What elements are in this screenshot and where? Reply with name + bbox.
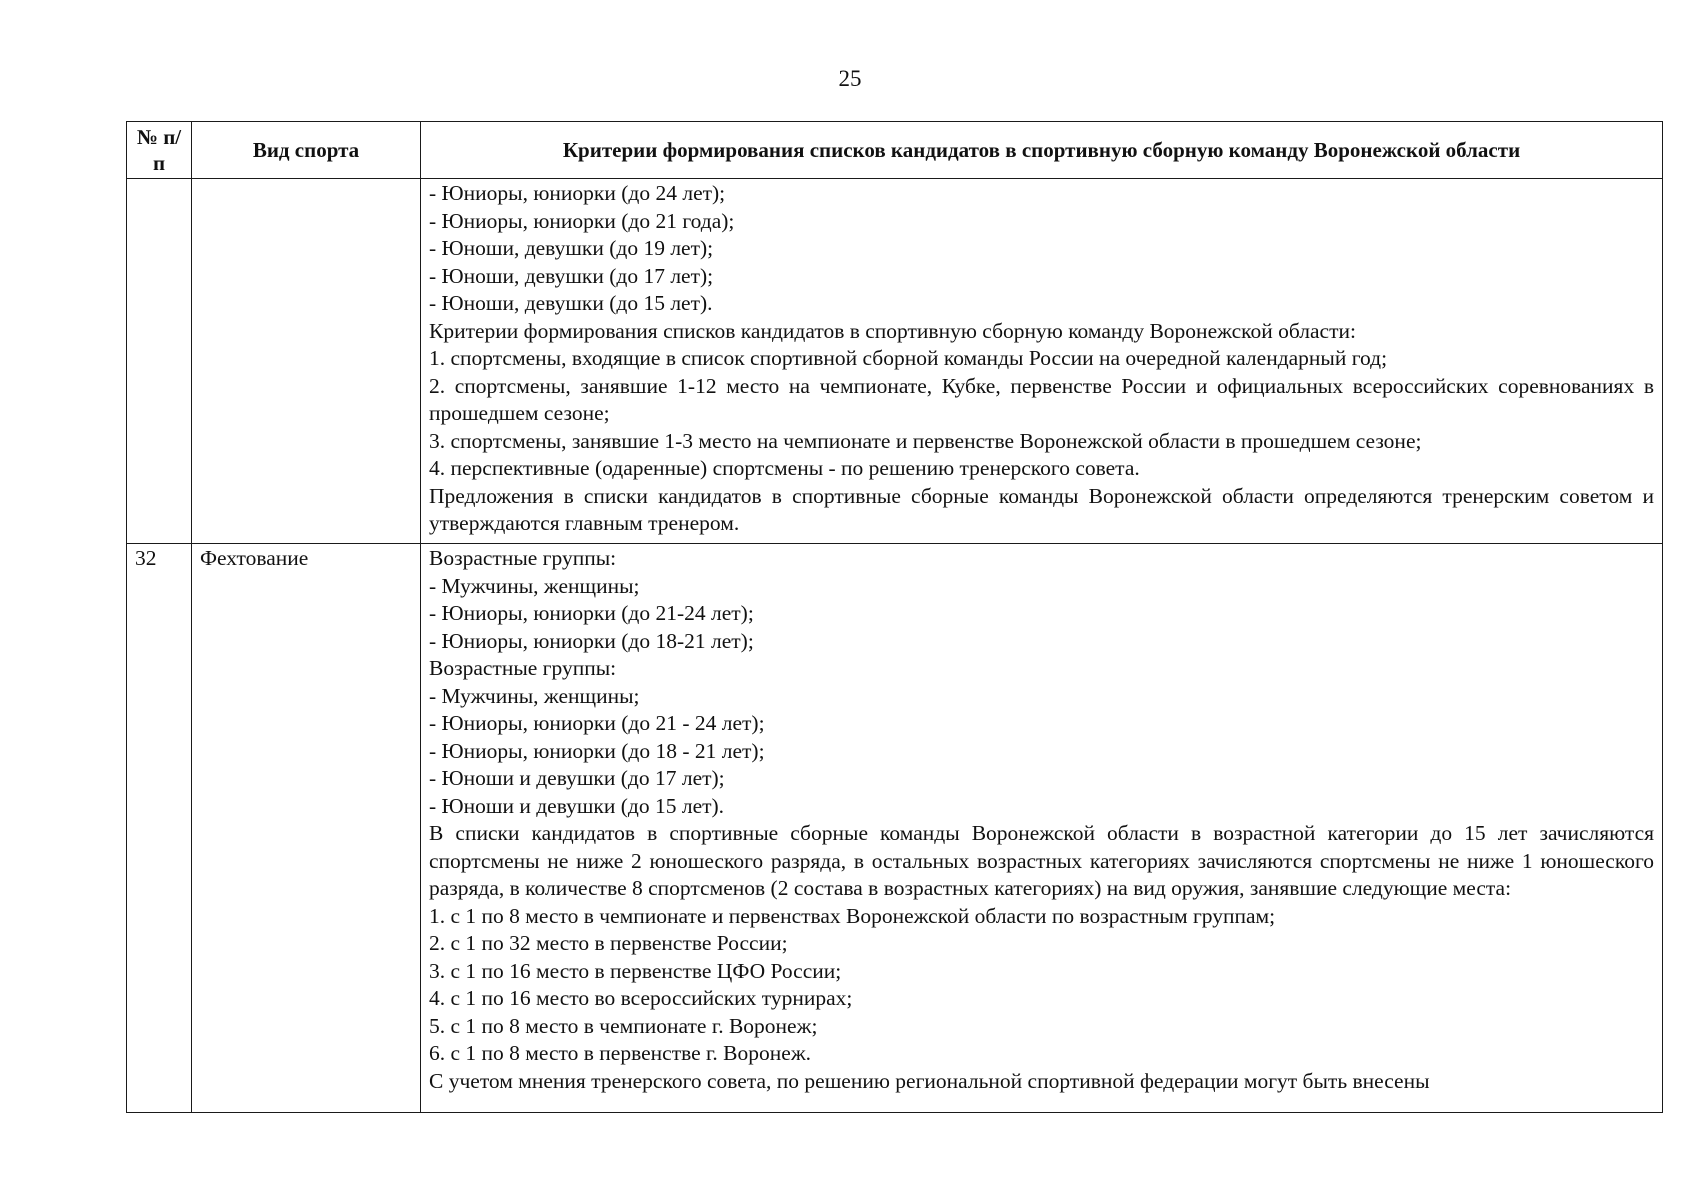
criteria-line: - Юниоры, юниорки (до 18 - 21 лет); — [429, 738, 765, 763]
criteria-line: 4. с 1 по 16 место во всероссийских турнирах; — [429, 986, 853, 1010]
row-criteria-cell — [421, 179, 1663, 544]
table-row — [127, 179, 1663, 544]
criteria-line: Возрастные группы: — [429, 656, 617, 680]
criteria-line: - Юноши и девушки (до 15 лет). — [429, 793, 725, 818]
table-header-row — [127, 122, 1663, 179]
criteria-line: - Мужчины, женщины; — [429, 683, 640, 708]
criteria-line: 1. спортсмены, входящие в список спортивной сборной команды России на очередной календарный год; — [429, 346, 1388, 370]
criteria-line: - Юноши и девушки (до 17 лет); — [429, 766, 725, 790]
criteria-line: - Юниоры, юниорки (до 18-21 лет); — [429, 628, 754, 653]
criteria-table — [126, 121, 1663, 1113]
page-number: 25 — [838, 66, 862, 91]
table-row — [127, 544, 1663, 1113]
criteria-line: 3. с 1 по 16 место в первенстве ЦФО России; — [429, 958, 842, 983]
row-sport-cell: Фехтование — [192, 544, 421, 1113]
criteria-paragraph: 2. спортсмены, занявшие 1-12 место на чемпионате, Кубке, первенстве России и официальных всероссийских соревнованиях в прошедшем сезоне; — [429, 373, 1654, 425]
criteria-line: 6. с 1 по 8 место в первенстве г. Воронеж. — [429, 1041, 812, 1065]
criteria-line: - Юниоры, юниорки (до 24 лет); — [429, 181, 726, 205]
criteria-paragraph: В списки кандидатов в спортивные сборные команды Воронежской области в возрастной категории до 15 лет зачисляются спортсмены не ниже 2 юношеского разряда, в остальных возрастных категориях зачисляются спортсмены не ниже 1 юношеского разряда, в количестве 8 спортсменов (2 состава в возрастных категориях) на вид оружия, занявшие следующие места: — [429, 821, 1654, 900]
row-sport-cell — [192, 179, 421, 544]
row-number-cell — [127, 179, 192, 544]
criteria-line: 4. перспективные (одаренные) спортсмены - по решению тренерского совета. — [429, 456, 1140, 480]
criteria-line: - Юниоры, юниорки (до 21 года); — [429, 208, 735, 233]
criteria-line: Критерии формирования списков кандидатов в спортивную сборную команду Воронежской области: — [429, 318, 1356, 343]
header-sport: Вид спорта — [192, 122, 421, 179]
header-number: № п/п — [127, 122, 192, 179]
header-criteria: Критерии формирования списков кандидатов в спортивную сборную команду Воронежской области — [421, 122, 1663, 179]
criteria-line: - Юноши, девушки (до 15 лет). — [429, 291, 713, 315]
criteria-line: - Юниоры, юниорки (до 21-24 лет); — [429, 601, 754, 625]
criteria-line: - Юниоры, юниорки (до 21 - 24 лет); — [429, 711, 765, 735]
criteria-line: С учетом мнения тренерского совета, по решению региональной спортивной федерации могут быть внесены — [429, 1068, 1430, 1093]
criteria-line: - Юноши, девушки (до 19 лет); — [429, 236, 714, 260]
criteria-line: 2. с 1 по 32 место в первенстве России; — [429, 931, 788, 955]
criteria-line: - Мужчины, женщины; — [429, 573, 640, 598]
criteria-line: Возрастные группы: — [429, 546, 617, 570]
criteria-line: 1. с 1 по 8 место в чемпионате и первенствах Воронежской области по возрастным группам; — [429, 903, 1276, 928]
criteria-line: 3. спортсмены, занявшие 1-3 место на чемпионате и первенстве Воронежской области в прошедшем сезоне; — [429, 428, 1422, 453]
criteria-line: - Юноши, девушки (до 17 лет); — [429, 263, 714, 288]
criteria-line: 5. с 1 по 8 место в чемпионате г. Воронеж; — [429, 1013, 818, 1038]
row-number-cell: 32 — [127, 544, 192, 1113]
row-criteria-cell — [421, 544, 1663, 1113]
criteria-paragraph: Предложения в списки кандидатов в спортивные сборные команды Воронежской области определяются тренерским советом и утверждаются главным тренером. — [429, 483, 1654, 535]
